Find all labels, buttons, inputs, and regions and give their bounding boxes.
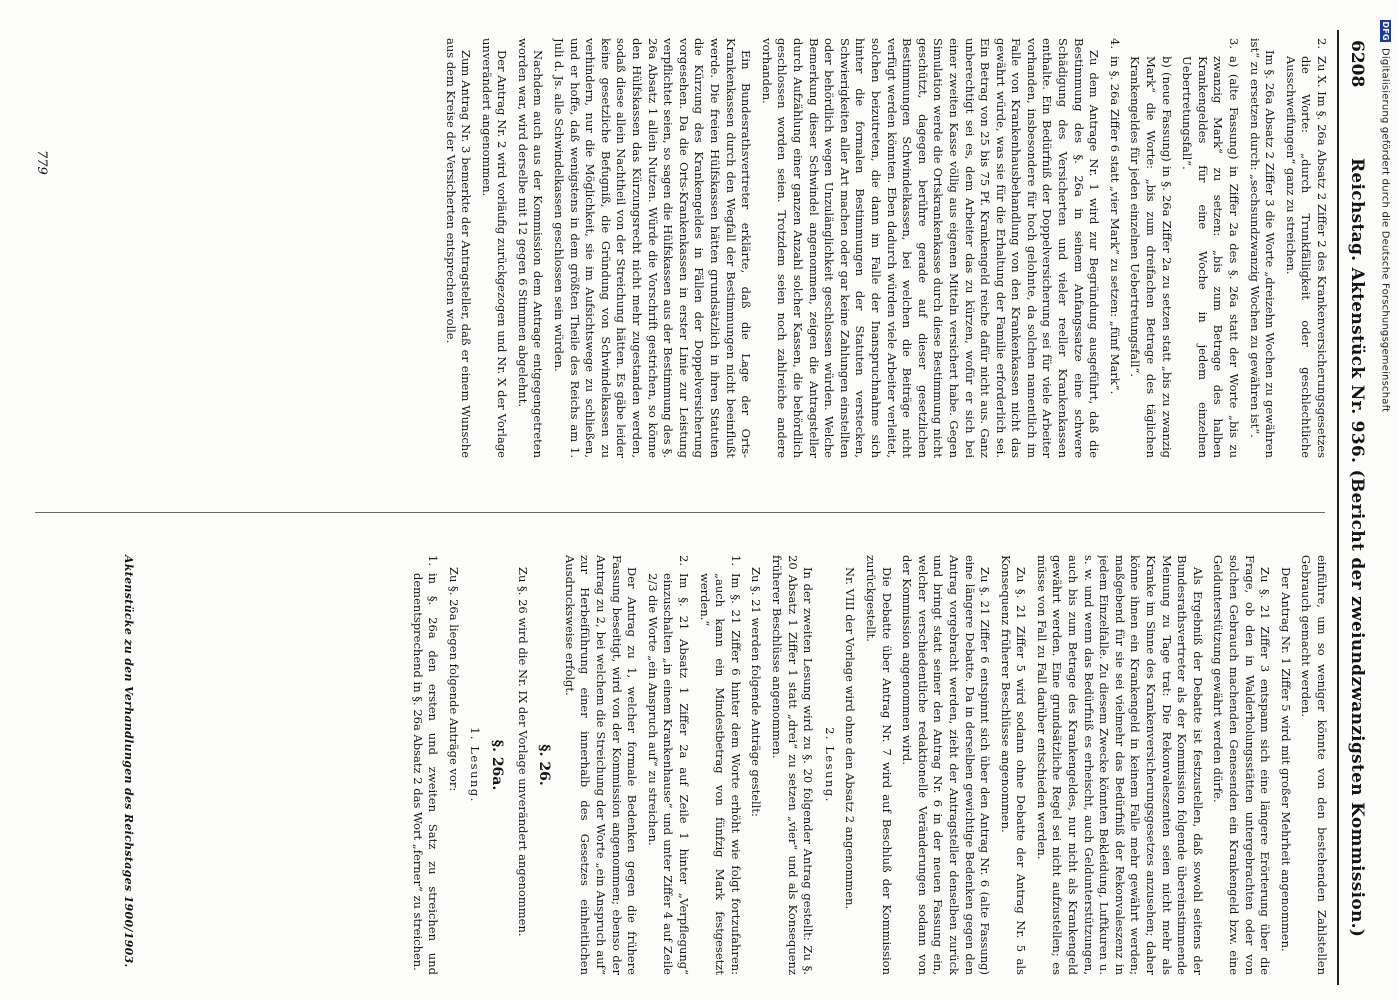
column-divider bbox=[35, 512, 1325, 513]
list-item-text: a) (alte Fassung) in Ziffer 2a des §. 26a statt der Worte „bis zu zwanzig Mark“ zu setzen: „bis zum Betrage des halben Krankengeldes für eine Woche in jedem einzelnen Uebertretungsfall“. bbox=[1180, 56, 1242, 458]
page-header bbox=[1341, 40, 1367, 980]
list-item-text: Im §. 21 Ziffer 6 hinter dem Worte erhöht wie folgt fortzufahren: „auch kann ein Mindestbetrag von fünfzig Mark festgesetzt werden.“ bbox=[697, 573, 743, 975]
right-paragraph: Die Debatte über Antrag Nr. 7 wird auf Beschluß der Kommission zurückgestellt. bbox=[863, 555, 894, 975]
left-paragraph: Der Antrag Nr. 2 wird vorläufig zurückgezogen und Nr. X der Vorlage unverändert angenommen. bbox=[479, 38, 510, 458]
left-paragraph: Zu dem Antrage Nr. 1 wird zur Begründung ausgeführt, daß die Bestimmung des §. 26a in seinem Anfangssatze eine schwere Schädigung des Versicherten und vieler reeller Krankenkassen enthalte. Ein Bedürfniß der Doppelversicherung sei für viele Arbeiter vorhanden, insbesondere für hoch gelohnte, da solchen namentlich im Falle von Krankenhausbehandlung von den Krankenkassen nicht das gewährt würde, was sie für die Erhaltung der Familie erforderlich sei. Ein Betrag von 25 bis 75 Pf. Krankengeld reiche dafür nicht aus. Ganz unberechtigt sei es, dem Arbeiter das zu kürzen, wofür er sich bei einer zweiten Kasse völlig aus eigenen Mitteln versichert habe. Gegen Simulation werde die Ortskrankenkasse durch diese Bestimmung nicht geschützt, dagegen berühre gerade auf dieser gesetzlichen Bestimmungen Schwindelkassen, bei welchen die Beiträge nicht verfügt werden könnten. Eben dadurch würden viele Arbeiter verleitet, solchen beizutreten, die dann im Falle der Inanspruchnahme sich hinter die formalen Bestimmungen der Statuten verstecken, Schwierigkeiten aller Art machen oder gar keine Zahlungen einstellten oder behördlich wegen Unzulänglichkeit geschlossen würden. Welche Bemerkung dieser Schwindel angenommen, zeigen die Antragsteller durch Aufzählung einer ganzen Anzahl solcher Kassen, die behördlich geschlossen worden seien. Trotzdem seien noch zahlreiche andere vorhanden. bbox=[759, 38, 1102, 458]
list-item-text: Im §. 21 Absatz 1 Ziffer 2a auf Zeile 1 hinter „Verpflegung“ einzuschalten „in einem Krankenhause“ und unter Ziffer 4 auf Zeile 2/3 die Worte „ein Anspruch auf“ zu streichen. bbox=[645, 573, 692, 975]
left-list-item bbox=[1106, 38, 1122, 458]
right-paragraph: Zu §. 21 Ziffer 3 entspann sich eine längere Erörterung über die Frage, ob den in Walderholungsstätten untergebrachten oder von solchen Gebrauch machenden Genesenden ein Krankengeld bzw. eine Geldunterstützung gewährt werden dürfe. bbox=[1211, 555, 1273, 975]
signature-number: 779 bbox=[34, 150, 49, 175]
right-list-item bbox=[696, 555, 743, 975]
left-list-item bbox=[1127, 38, 1174, 458]
list-item-text: in §. 26a den ersten und zweiten Satz zu streichen und dementsprechend in §. 26a Absatz 2 das Wort „ferner“ zu streichen. bbox=[410, 573, 441, 975]
section-heading: §. 26a. bbox=[489, 739, 506, 791]
left-list-item bbox=[1179, 38, 1241, 458]
right-paragraph: Der Antrag zu 1, welcher formale Bedenken gegen die frühere Fassung beseitigt, wird von der Kommission angenommen; ebenso der Antrag zu 2, bei welchem die Streichung der Worte „ein Anspruch auf“ zur Herbeiführung einer innerhalb des Gesetzes einheitlichen Ausdrucksweise erfolgt. bbox=[562, 555, 640, 975]
dfg-logo: DFG bbox=[1381, 21, 1390, 41]
list-item-number: 1. bbox=[426, 555, 441, 566]
list-item-text: b) (neue Fassung) in §. 26a Ziffer 2a zu setzen statt „bis zu zwanzig Mark“ die Worte: „bis zum dreifachen Betrage des täglichen Krankengeldes für jeden einzelnen Uebertretungsfall“. bbox=[1128, 56, 1174, 458]
right-paragraph: Zu §. 21 Ziffer 6 entspinnt sich über den Antrag Nr. 6 (alte Fassung) eine längere Debatte. Da in derselben gewichtige Bedenken gegen den Antrag vorgebracht werden, zieht der Antragsteller denselben zurück und bringt statt seiner den Antrag Nr. 6 in der neuen Fassung ein, welcher verschiedentliche redaktionelle Veränderungen sodann von der Kommission angenommen wird. bbox=[900, 555, 993, 975]
digitization-credit-text: Digitalisierung gefördert durch die Deutsche Forschungsgemeinschaft bbox=[1379, 48, 1391, 413]
left-paragraph: Zum Antrag Nr. 3 bemerkte der Antragsteller, daß er einem Wunsche aus dem Kreise der Versicherten entsprechen wolle. bbox=[443, 38, 474, 458]
left-list-item bbox=[1282, 38, 1329, 458]
right-paragraph: Zu §. 26a liegen folgende Anträge vor: bbox=[446, 567, 461, 792]
left-text-column bbox=[29, 38, 1329, 458]
right-paragraph: einführe, um so weniger könnte von den bestehenden Zahlstellen Gebrauch gemacht werden. bbox=[1299, 555, 1329, 975]
digitization-credit bbox=[1380, 20, 1392, 980]
footer-note: Aktenstücke zu den Verhandlungen des Reichstages 1900/1903. bbox=[122, 555, 135, 968]
list-item-number: 2. bbox=[677, 555, 692, 566]
list-item-text: in §. 26a Ziffer 6 statt „vier Mark“ zu setzen: „fünf Mark“. bbox=[1107, 56, 1122, 395]
right-paragraph: Zu §. 21 Ziffer 5 wird sodann ohne Debatte der Antrag Nr. 5 als Konsequenz früherer Beschlüsse angenommen. bbox=[998, 555, 1029, 975]
section-heading: §. 26. bbox=[536, 744, 553, 786]
list-item-number: 4. bbox=[1107, 38, 1122, 49]
right-paragraph: Zu §. 21 werden folgende Anträge gestellt: bbox=[749, 567, 764, 817]
right-text-column bbox=[29, 555, 1329, 975]
list-item-number: 3. bbox=[1227, 38, 1242, 49]
list-item-number: 1. bbox=[728, 555, 743, 566]
left-paragraph: Nachdem auch aus der Kommission dem Antrage entgegengetreten worden war, wird derselbe mit 12 gegen 6 Stimmen abgelehnt. bbox=[515, 38, 546, 458]
reading-subheading: 2. Lesung. bbox=[822, 727, 837, 803]
left-paragraph: Im §. 26a Absatz 2 Ziffer 3 die Worte „dreizehn Wochen zu gewähren ist“ zu ersetzen durch: „sechsundzwanzig Wochen zu gewähren ist“. bbox=[1247, 38, 1278, 458]
page-title: Reichstag. Aktenstück Nr. 936. (Bericht der zweiundzwanzigsten Kommission.) bbox=[1347, 158, 1367, 938]
right-paragraph: Zu §. 26 wird die Nr. IX der Vorlage unverändert angenommen. bbox=[515, 567, 530, 937]
header-rule bbox=[1337, 30, 1339, 985]
right-list-item bbox=[409, 555, 440, 975]
right-paragraph: Nr. VIII der Vorlage wird ohne den Absatz 2 angenommen. bbox=[843, 567, 858, 910]
list-item-number: 2. bbox=[1315, 38, 1329, 49]
right-paragraph: Als Ergebniß der Debatte ist festzustellen, daß sowohl seitens der Bundesrathsvertreter als der Kommission folgende übereinstimmende Meinung zu Tage trat: Die Rekonvaleszenten seien nicht mehr als Kranke im Sinne des Krankenversicherungsgesetzes anzusehen; daher könne ihnen ein Krankengeld in keinem Falle mehr gewährt werden; maßgebend für sie sei vielmehr das Bedürfniß der Rekonvaleszenz in jedem Einzelfalle. Zu diesem Zwecke könnten Bekleidung, Luftkuren u. s. w. und wenn das Bedürfniß es erheischt, auch Geldunterstützungen, auch bis zum Betrage des Krankengeldes, nur nicht als Krankengeld gewährt werden. Eine grundsätzliche Regel sei nicht aufzustellen; es müsse von Fall zu Fall darüber entschieden werden. bbox=[1034, 555, 1205, 975]
left-paragraph: Ein Bundesrathsvertreter erklärte, daß die Lage der Orts-Krankenkassen durch den Wegfall der Bestimmungen nicht beeinflußt werde. Die freien Hülfskassen hätten grundsätzlich in ihren Statuten die Kürzung des Krankengeldes in Fällen der Doppelversicherung vorgesehen. Da die Orts-Krankenkassen in erster Linie zur Leistung verpflichtet seien, so sagen die Hülfskassen aus der Bestimmung des §. 26a Absatz 1 allein Nutzen. Würde die Vorschrift gestrichen, so könne den Hülfskassen das Kürzungsrecht nicht mehr zugestanden werden, sodaß diese allein Nachtheil von der Streichung hätten. Es gäbe leider keine gesetzliche Befugniß, die Gründung von Schwindelkassen zu verhindern, nur die Möglichkeit, sie im Aufsichtswege zu schließen, und er hoffe, daß wenigstens in dem größten Theile des Reichs am 1. Juli d. Js. alle Schwindelkassen geschlossen sein würden. bbox=[552, 38, 754, 458]
right-list-item bbox=[644, 555, 691, 975]
right-paragraph: In der zweiten Lesung wird zu §. 20 folgender Antrag gestellt: Zu §. 20 Absatz 1 Ziffer 1 statt „drei“ zu setzen „vier“ und als Konsequenz früherer Beschlüsse angenommen. bbox=[770, 555, 816, 975]
right-paragraph: Der Antrag Nr. 1 Ziffer 5 wird mit großer Mehrheit angenommen. bbox=[1278, 567, 1293, 952]
page-number: 6208 bbox=[1347, 40, 1367, 88]
list-item-text: Zu X. Im §. 26a Absatz 2 Ziffer 2 des Krankenversicherungsgesetzes die Worte: „durch Trunkfälligkeit oder geschlechtliche Ausschweifungen“ ganz zu streichen. bbox=[1283, 56, 1329, 458]
reading-subheading: 1. Lesung. bbox=[468, 727, 483, 803]
